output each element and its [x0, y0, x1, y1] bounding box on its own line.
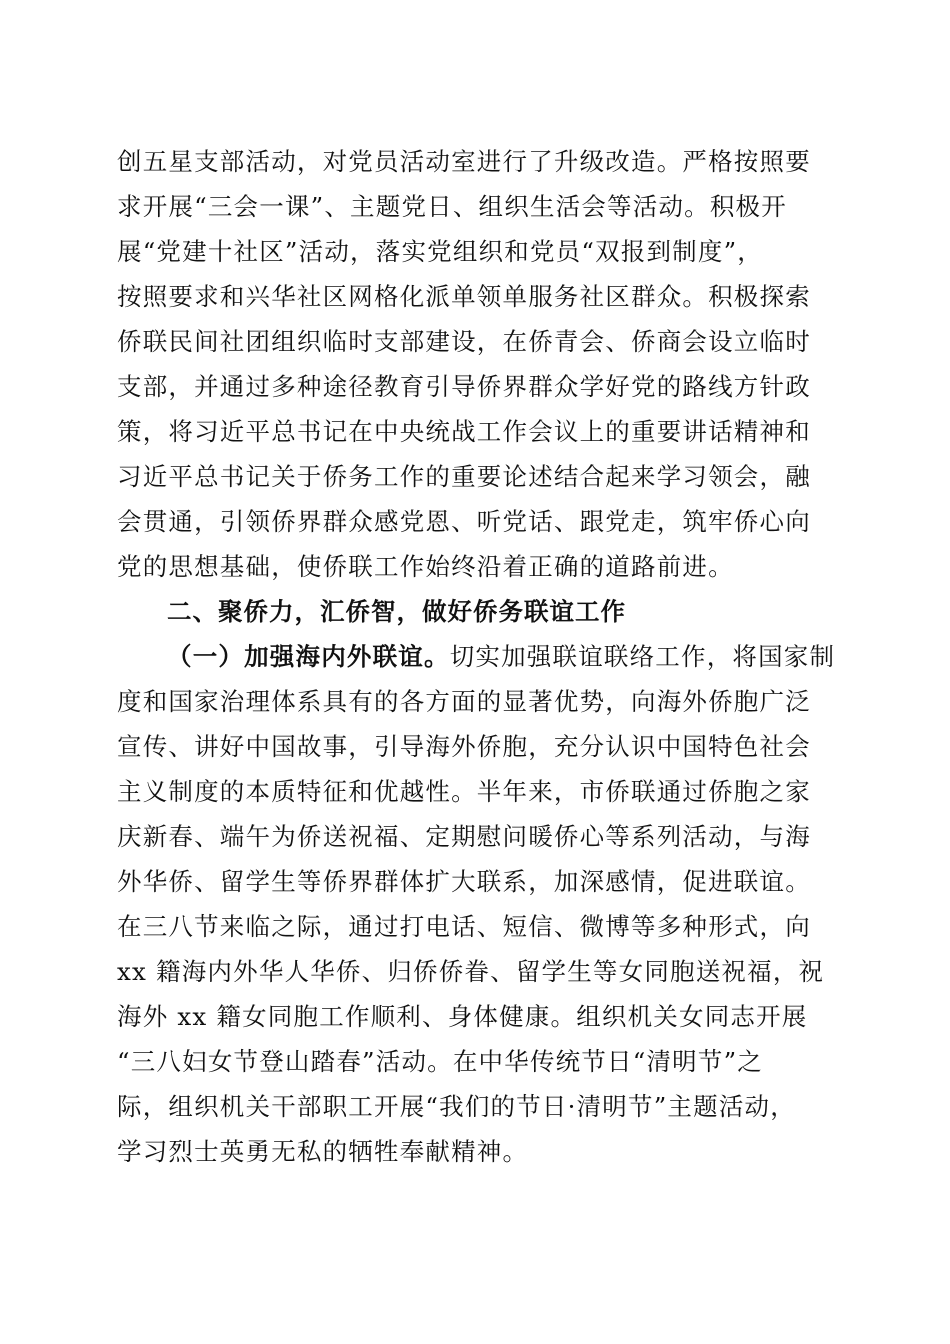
paragraph-line: 支部，并通过多种途径教育引导侨界群众学好党的路线方针政 — [117, 372, 811, 401]
paragraph-line: 会贯通，引领侨界群众感党恩、听党话、跟党走，筑牢侨心向 — [117, 507, 811, 536]
section-heading: 二、聚侨力，汇侨智，做好侨务联谊工作 — [167, 597, 626, 626]
paragraph-line: 海外 xx 籍女同胞工作顺利、身体健康。组织机关女同志开展 — [117, 1002, 808, 1031]
paragraph-line: 党的思想基础，使侨联工作始终沿着正确的道路前进。 — [117, 552, 734, 581]
paragraph-line: 在三八节来临之际，通过打电话、短信、微博等多种形式，向 — [117, 912, 811, 941]
paragraph-line: 策，将习近平总书记在中央统战工作会议上的重要讲话精神和 — [117, 417, 811, 446]
paragraph-line: 学习烈士英勇无私的牺牲奉献精神。 — [117, 1137, 529, 1166]
paragraph-line: 求开展“三会一课”、主题党日、组织生活会等活动。积极开 — [117, 192, 787, 221]
paragraph-line: “三八妇女节登山踏春”活动。在中华传统节日“清明节”之 — [117, 1047, 763, 1076]
paragraph-line: 际，组织机关干部职工开展“我们的节日·清明节”主题活动， — [117, 1092, 796, 1121]
paragraph-line — [167, 642, 887, 672]
paragraph-line: 展“党建十社区”活动，落实党组织和党员“双报到制度”， — [117, 237, 763, 266]
paragraph-line: 庆新春、端午为侨送祝福、定期慰问暖侨心等系列活动，与海 — [117, 822, 811, 851]
paragraph-line: 习近平总书记关于侨务工作的重要论述结合起来学习领会，融 — [117, 462, 811, 491]
paragraph-line: 按照要求和兴华社区网格化派单领单服务社区群众。积极探索 — [117, 282, 811, 311]
paragraph-text: 切实加强联谊联络工作，将国家制 — [449, 642, 836, 671]
subsection-heading: （一）加强海内外联谊。 — [167, 642, 450, 671]
paragraph-line: 外华侨、留学生等侨界群体扩大联系，加深感情，促进联谊。 — [117, 867, 811, 896]
paragraph-line: 宣传、讲好中国故事，引导海外侨胞，充分认识中国特色社会 — [117, 732, 811, 761]
paragraph-line: 创五星支部活动，对党员活动室进行了升级改造。严格按照要 — [117, 147, 811, 176]
paragraph-line: 度和国家治理体系具有的各方面的显著优势，向海外侨胞广泛 — [117, 687, 811, 716]
paragraph-line: xx 籍海内外华人华侨、归侨侨眷、留学生等女同胞送祝福，祝 — [117, 957, 825, 986]
paragraph-line: 侨联民间社团组织临时支部建设，在侨青会、侨商会设立临时 — [117, 327, 811, 356]
paragraph-line: 主义制度的本质特征和优越性。半年来，市侨联通过侨胞之家 — [117, 777, 811, 806]
